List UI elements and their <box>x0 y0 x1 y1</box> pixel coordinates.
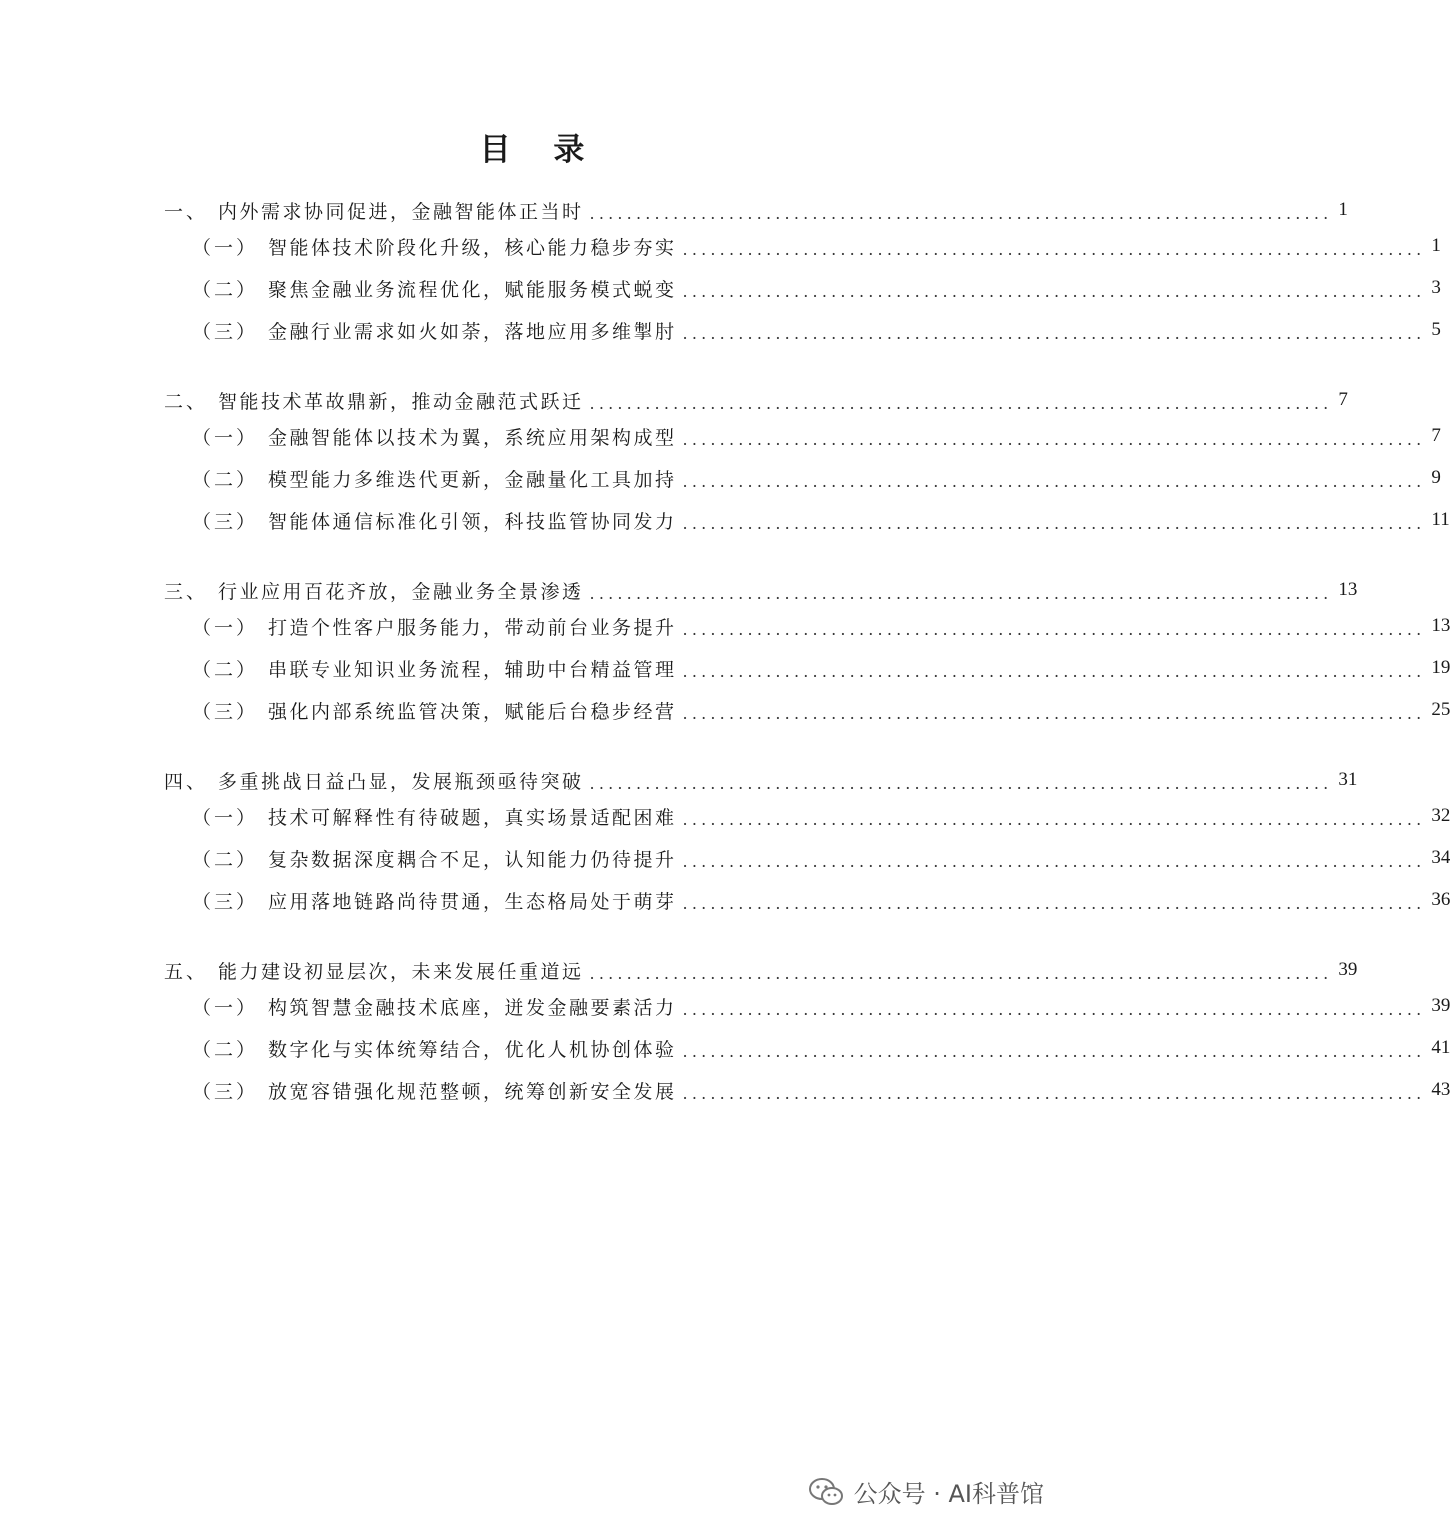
page-title: 目 录 <box>479 132 601 168</box>
toc-page-number: 25 <box>1431 699 1450 720</box>
toc-entry-title: 行业应用百花齐放，金融业务全景渗透 <box>218 580 584 603</box>
toc-page-number: 34 <box>1431 847 1450 868</box>
toc-entry-title: 串联专业知识业务流程，辅助中台精益管理 <box>268 658 677 681</box>
toc-entry-title: 智能技术革故鼎新，推动金融范式跃迁 <box>218 390 584 413</box>
toc-entry-label <box>192 423 677 450</box>
toc-entry-number: （三） <box>192 320 259 343</box>
toc-page-number: 39 <box>1431 995 1450 1016</box>
toc-entry-number: （二） <box>192 848 259 871</box>
toc-leader-dots: ................................................................................ <box>682 703 1426 723</box>
toc-leader-dots: ................................................................................ <box>682 661 1426 681</box>
toc-entry-label <box>192 845 677 872</box>
toc-section-entry[interactable] <box>192 880 1450 920</box>
toc-chapter-entry[interactable] <box>164 380 1348 420</box>
toc-entry-number: 四、 <box>164 770 209 793</box>
toc-leader-dots: ................................................................................ <box>589 393 1333 413</box>
toc-chapter-entry[interactable] <box>164 570 1358 610</box>
toc-leader-dots: ................................................................................ <box>682 809 1426 829</box>
toc-section-entry[interactable] <box>192 310 1441 350</box>
toc-entry-number: （一） <box>192 426 259 449</box>
toc-entry-title: 构筑智慧金融技术底座，迸发金融要素活力 <box>268 996 677 1019</box>
toc-chapter-entry[interactable] <box>164 760 1358 800</box>
toc-entry-label <box>192 1077 677 1104</box>
toc-leader-dots: ................................................................................ <box>682 1041 1426 1061</box>
toc-page-number: 19 <box>1431 657 1450 678</box>
watermark-text: 公众号 · AI科普馆 <box>853 1480 1044 1508</box>
toc-entry-number: （一） <box>192 996 259 1019</box>
toc-entry-number: （三） <box>192 700 259 723</box>
toc-page-number: 7 <box>1431 425 1441 446</box>
toc-entry-number: （一） <box>192 616 259 639</box>
toc-page-number: 31 <box>1338 769 1358 790</box>
toc-entry-number: （二） <box>192 1038 259 1061</box>
toc-entry-label <box>164 387 584 414</box>
toc-entry-title: 多重挑战日益凸显，发展瓶颈亟待突破 <box>218 770 584 793</box>
toc-section-entry[interactable] <box>192 458 1441 498</box>
toc-section-entry[interactable] <box>192 1070 1450 1110</box>
toc-leader-dots: ................................................................................ <box>589 583 1333 603</box>
toc-entry-title: 强化内部系统监管决策，赋能后台稳步经营 <box>268 700 677 723</box>
toc-entry-title: 模型能力多维迭代更新，金融量化工具加持 <box>268 468 677 491</box>
toc-section-entry[interactable] <box>192 838 1450 878</box>
toc-chapter-entry[interactable] <box>164 950 1358 990</box>
toc-leader-dots: ................................................................................ <box>589 963 1333 983</box>
toc-leader-dots: ................................................................................ <box>682 893 1426 913</box>
toc-section-entry[interactable] <box>192 648 1450 688</box>
toc-entry-number: 三、 <box>164 580 209 603</box>
wechat-icon <box>808 1477 844 1507</box>
toc-section-entry[interactable] <box>192 500 1450 540</box>
toc-section-entry[interactable] <box>192 606 1450 646</box>
watermark <box>808 1474 1044 1509</box>
toc-entry-label <box>164 577 584 604</box>
toc-entry-title: 打造个性客户服务能力，带动前台业务提升 <box>268 616 677 639</box>
toc-leader-dots: ................................................................................ <box>682 429 1426 449</box>
toc-leader-dots: ................................................................................ <box>682 619 1426 639</box>
toc-entry-title: 复杂数据深度耦合不足，认知能力仍待提升 <box>268 848 677 871</box>
toc-entry-title: 智能体通信标准化引领，科技监管协同发力 <box>268 510 677 533</box>
toc-page-number: 5 <box>1431 319 1441 340</box>
toc-page-number: 13 <box>1431 615 1450 636</box>
toc-leader-dots: ................................................................................ <box>682 323 1426 343</box>
toc-entry-label <box>192 887 677 914</box>
toc-entry-label <box>192 507 677 534</box>
toc-page-number: 41 <box>1431 1037 1450 1058</box>
toc-leader-dots: ................................................................................ <box>682 1083 1426 1103</box>
toc-leader-dots: ................................................................................ <box>682 471 1426 491</box>
toc-section-entry[interactable] <box>192 226 1441 266</box>
toc-entry-label <box>164 957 584 984</box>
toc-leader-dots: ................................................................................ <box>682 851 1426 871</box>
toc-entry-number: （二） <box>192 468 259 491</box>
toc-entry-title: 应用落地链路尚待贯通，生态格局处于萌芽 <box>268 890 677 913</box>
toc-page-number: 32 <box>1431 805 1450 826</box>
toc-page-number: 1 <box>1431 235 1441 256</box>
toc-section-entry[interactable] <box>192 1028 1450 1068</box>
toc-entry-label <box>192 613 677 640</box>
toc-entry-number: （一） <box>192 236 259 259</box>
toc-leader-dots: ................................................................................ <box>682 239 1426 259</box>
toc-leader-dots: ................................................................................ <box>589 203 1333 223</box>
toc-page-number: 3 <box>1431 277 1441 298</box>
toc-entry-number: （二） <box>192 278 259 301</box>
toc-section-entry[interactable] <box>192 690 1450 730</box>
toc-entry-label <box>192 275 677 302</box>
toc-entry-number: （三） <box>192 1080 259 1103</box>
toc-entry-title: 能力建设初显层次，未来发展任重道远 <box>218 960 584 983</box>
toc-page-number: 43 <box>1431 1079 1450 1100</box>
toc-entry-number: （三） <box>192 510 259 533</box>
toc-page-number: 11 <box>1431 509 1450 530</box>
toc-page-number: 9 <box>1431 467 1441 488</box>
toc-entry-label <box>192 317 677 344</box>
toc-leader-dots: ................................................................................ <box>682 513 1426 533</box>
toc-entry-title: 金融智能体以技术为翼，系统应用架构成型 <box>268 426 677 449</box>
toc-entry-label <box>164 767 584 794</box>
toc-entry-title: 技术可解释性有待破题，真实场景适配困难 <box>268 806 677 829</box>
toc-entry-label <box>192 1035 677 1062</box>
toc-leader-dots: ................................................................................ <box>682 999 1426 1019</box>
toc-leader-dots: ................................................................................ <box>589 773 1333 793</box>
toc-entry-label <box>192 233 677 260</box>
toc-page-number: 39 <box>1338 959 1358 980</box>
toc-entry-label <box>164 197 584 224</box>
toc-entry-number: （三） <box>192 890 259 913</box>
toc-section-entry[interactable] <box>192 986 1450 1026</box>
toc-entry-title: 内外需求协同促进，金融智能体正当时 <box>218 200 584 223</box>
toc-entry-label <box>192 803 677 830</box>
toc-leader-dots: ................................................................................ <box>682 281 1426 301</box>
toc-entry-number: 一、 <box>164 200 209 223</box>
toc-entry-number: （二） <box>192 658 259 681</box>
toc-entry-label <box>192 465 677 492</box>
toc-page-number: 13 <box>1338 579 1358 600</box>
toc-entry-number: 五、 <box>164 960 209 983</box>
toc-entry-number: （一） <box>192 806 259 829</box>
toc-chapter-entry[interactable] <box>164 190 1348 230</box>
toc-entry-title: 数字化与实体统筹结合，优化人机协创体验 <box>268 1038 677 1061</box>
toc-page-number: 7 <box>1338 389 1348 410</box>
toc-entry-number: 二、 <box>164 390 209 413</box>
toc-section-entry[interactable] <box>192 796 1450 836</box>
toc-entry-label <box>192 655 677 682</box>
toc-entry-title: 放宽容错强化规范整顿，统筹创新安全发展 <box>268 1080 677 1103</box>
toc-entry-label <box>192 993 677 1020</box>
toc-entry-title: 智能体技术阶段化升级，核心能力稳步夯实 <box>268 236 677 259</box>
toc-section-entry[interactable] <box>192 268 1441 308</box>
toc-page-number: 1 <box>1338 199 1348 220</box>
toc-page-number: 36 <box>1431 889 1450 910</box>
toc-section-entry[interactable] <box>192 416 1441 456</box>
toc-entry-title: 聚焦金融业务流程优化，赋能服务模式蜕变 <box>268 278 677 301</box>
toc-entry-title: 金融行业需求如火如荼，落地应用多维掣肘 <box>268 320 677 343</box>
toc-entry-label <box>192 697 677 724</box>
